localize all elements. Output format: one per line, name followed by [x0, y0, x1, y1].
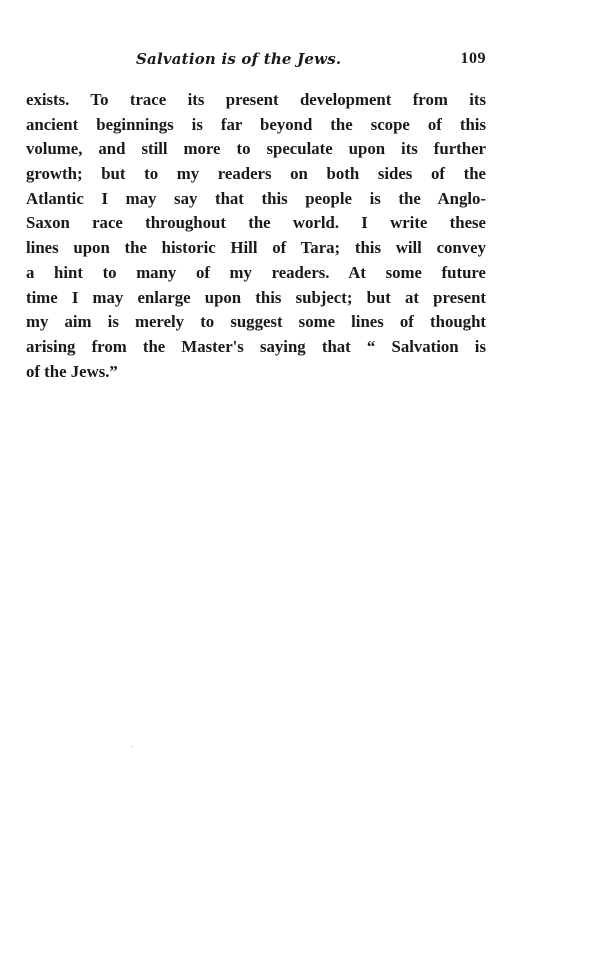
- text-line: growth; but to my readers on both sides of the: [26, 164, 486, 184]
- text-line: lines upon the historic Hill of Tara; this will convey: [26, 238, 486, 258]
- running-head: [26, 50, 486, 74]
- text-line: volume, and still more to speculate upon its further: [26, 139, 486, 159]
- page-number: 109: [460, 50, 486, 67]
- text-line: Atlantic I may say that this people is the Anglo-: [26, 188, 486, 208]
- text-line: a hint to many of my readers. At some future: [26, 262, 486, 282]
- body-paragraph: [26, 88, 486, 384]
- running-title: Salvation is of the Jews.: [136, 50, 342, 68]
- text-line: arising from the Master's saying that “ Salvation is: [26, 336, 486, 356]
- text-line: of the Jews.”: [26, 361, 118, 381]
- text-line: my aim is merely to suggest some lines of thought: [26, 312, 486, 332]
- text-line: Saxon race throughout the world. I write these: [26, 213, 486, 233]
- text-line: time I may enlarge upon this subject; but at present: [26, 287, 486, 307]
- text-line: ancient beginnings is far beyond the scope of this: [26, 114, 486, 134]
- text-line: exists. To trace its present development from its: [26, 90, 486, 109]
- paper-speck: [131, 746, 132, 747]
